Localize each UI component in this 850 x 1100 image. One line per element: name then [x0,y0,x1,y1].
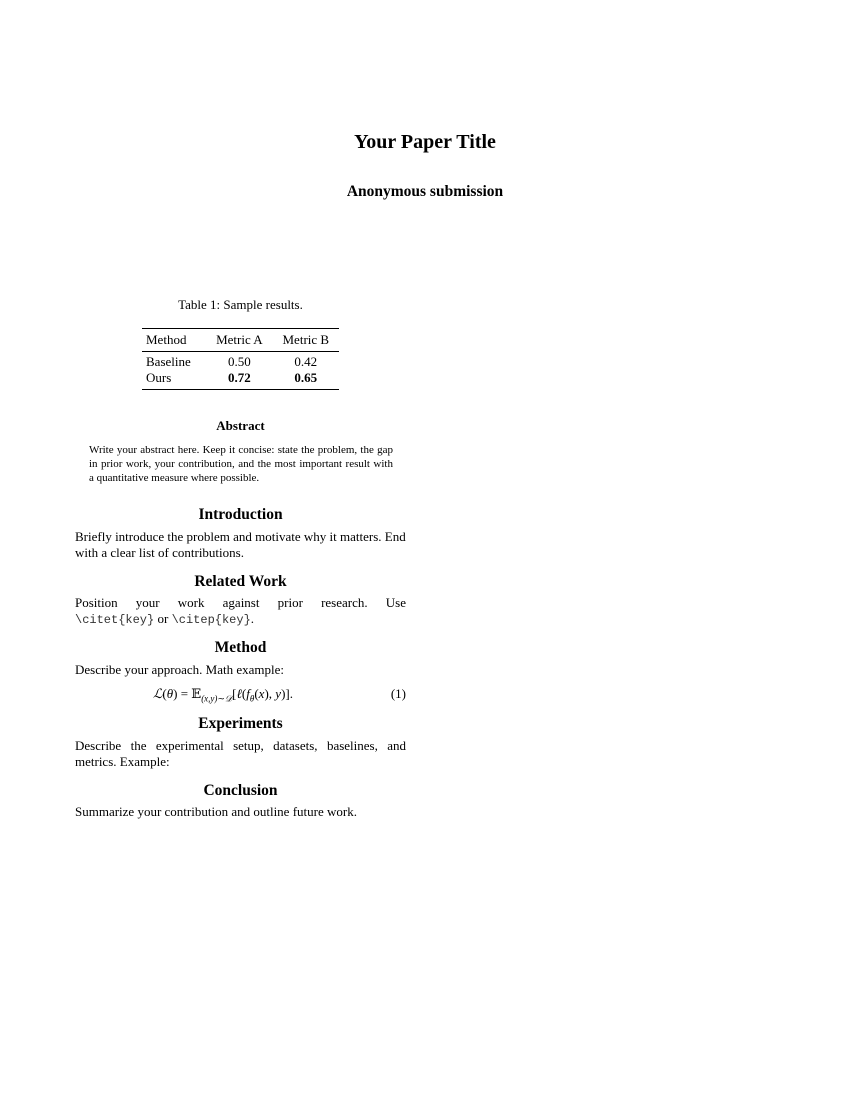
cell-method: Baseline [146,354,191,369]
column-header-metric-a: Metric A [216,332,263,347]
related-work-line-2 [75,611,406,629]
cell-method: Ours [146,370,172,385]
citep-command: \citep{key} [171,612,251,627]
section-heading-introduction: Introduction [198,506,283,523]
citet-command: \citet{key} [75,612,155,627]
cell-metric-b: 0.65 [294,370,318,385]
equation-number: (1) [390,686,406,701]
column-header-method: Method [146,332,187,347]
cell-metric-a: 0.50 [228,354,251,369]
abstract-heading: Abstract [216,418,265,433]
cell-metric-b: 0.42 [294,354,318,369]
section-heading-conclusion: Conclusion [203,782,278,799]
experiments-paragraph: Describe the experimental setup, datasets, baselines, and metrics. Example: [75,738,406,769]
table-header-row [142,329,339,352]
method-paragraph: Describe your approach. Math example: [75,662,285,677]
introduction-paragraph: Briefly introduce the problem and motivate why it matters. End with a clear list of contributions. [75,529,406,560]
abstract-text: Write your abstract here. Keep it concise: state the problem, the gap in prior work, your contribution, and the most important result with a quantitative measure where possible. [89,444,393,484]
table-caption: Table 1: Sample results. [178,297,303,312]
related-work-connector: or [157,610,169,626]
section-heading-method: Method [214,639,267,656]
column-header-metric-b: Metric B [282,332,330,347]
related-work-line-1: Position your work against prior research. Use [75,595,406,610]
section-heading-related-work: Related Work [194,573,287,590]
cell-metric-a: 0.72 [228,370,251,385]
paper-title: Your Paper Title [354,131,496,153]
section-heading-experiments: Experiments [198,715,283,732]
author-line: Anonymous submission [346,183,504,200]
related-work-paragraph [75,595,406,628]
results-table [142,328,339,390]
loss-equation: ℒ(θ) = $𝔼_{(x,y)\sim 𝒟}[\ell(f_\theta(x)$, y)]. [153,686,293,704]
table-row [142,352,339,371]
equation-block [75,686,406,704]
table-row [142,370,339,390]
related-work-period: . [250,610,255,626]
conclusion-paragraph: Summarize your contribution and outline future work. [75,804,357,819]
